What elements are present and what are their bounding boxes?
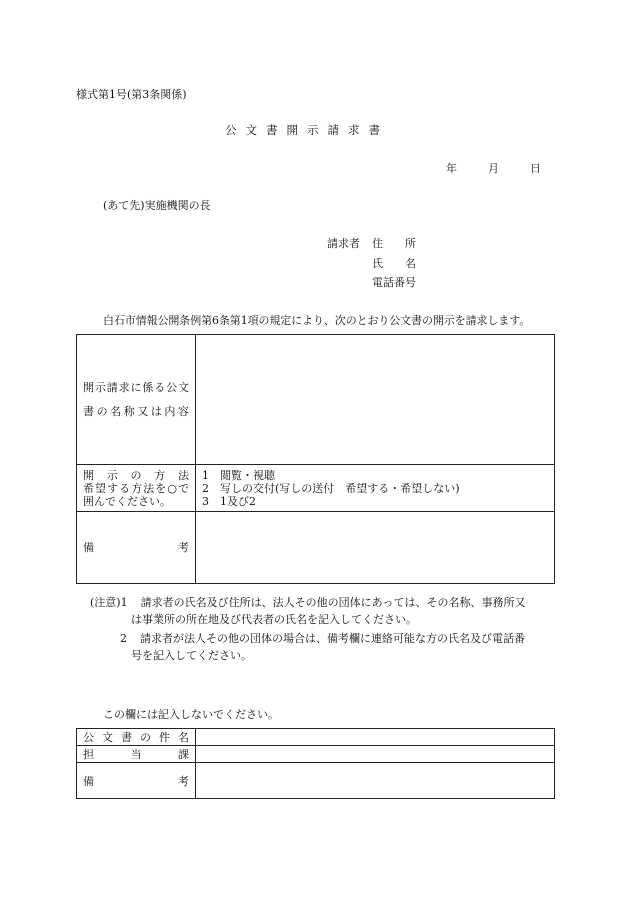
method-options-cell[interactable] [196,465,555,512]
method-option-3[interactable]: 3 1及び2 [202,494,256,508]
office-dept-input[interactable] [196,746,555,763]
document-label-line2: 書の名称又は内容 [83,404,189,418]
note-2-prefix: 2 [120,632,127,645]
note-1-line1: 請求者の氏名及び住所は、法人その他の団体にあっては、その名称、事務所又 [140,596,526,609]
requester-address-label: 住 所 [372,237,416,250]
document-label-cell [77,335,196,465]
office-dept-label: 担当課 [83,748,189,761]
remarks-input-cell[interactable] [196,512,555,584]
method-row [77,465,555,512]
date-year-label: 年 [446,162,457,175]
note-2-line1: 請求者が法人その他の団体の場合は、備考欄に連絡可能な方の氏名及び電話番 [140,632,525,645]
method-label-line1: 開示の方法 [83,468,189,482]
office-doc-title-input[interactable] [196,729,555,746]
office-dept-row [77,746,555,763]
intro-statement: 白石市情報公開条例第6条第1項の規定により、次のとおり公文書の開示を請求します。 [103,314,531,327]
remarks-label: 備考 [83,540,189,554]
office-remarks-row [77,763,555,799]
date-month-label: 月 [488,162,499,175]
office-doc-title-label: 公文書の件名 [83,731,189,744]
office-use-note: この欄には記入しないでください。 [103,708,279,721]
office-doc-title-row [77,729,555,746]
requester-label: 請求者 [327,237,360,250]
office-doc-title-label-cell [77,729,196,746]
method-label-line2: 希望する方法を○で [83,481,189,495]
office-use-table [76,728,555,799]
addressee: (あて先)実施機関の長 [103,199,211,212]
remarks-row [77,512,555,584]
date-line [446,160,541,176]
office-dept-label-cell [77,746,196,763]
date-day-label: 日 [530,162,541,175]
document-title: 公文書開示請求書 [225,123,389,137]
method-label-line3: 囲んでください。 [83,494,171,508]
office-remarks-label: 備考 [83,774,189,788]
method-label-cell [77,465,196,512]
request-table [76,334,555,584]
note-1 [90,594,525,611]
note-2 [120,630,525,647]
document-label-line1: 開示請求に係る公文 [83,380,189,394]
document-input-cell[interactable] [196,335,555,465]
office-remarks-label-cell [77,763,196,799]
note-2-line2: 号を記入してください。 [131,649,252,662]
requester-phone-label: 電話番号 [372,276,416,289]
form-number: 様式第1号(第3条関係) [76,88,187,101]
method-option-2[interactable]: 2 写しの交付(写しの送付 希望する・希望しない) [202,481,460,495]
method-option-1[interactable]: 1 閲覧・視聴 [202,468,275,482]
remarks-label-cell [77,512,196,584]
note-1-line2: は事業所の所在地及び代表者の氏名を記入してください。 [131,613,417,626]
note-1-prefix: (注意)1 [90,596,128,609]
document-row [77,335,555,465]
requester-name-label: 氏 名 [372,257,416,270]
office-remarks-input[interactable] [196,763,555,799]
